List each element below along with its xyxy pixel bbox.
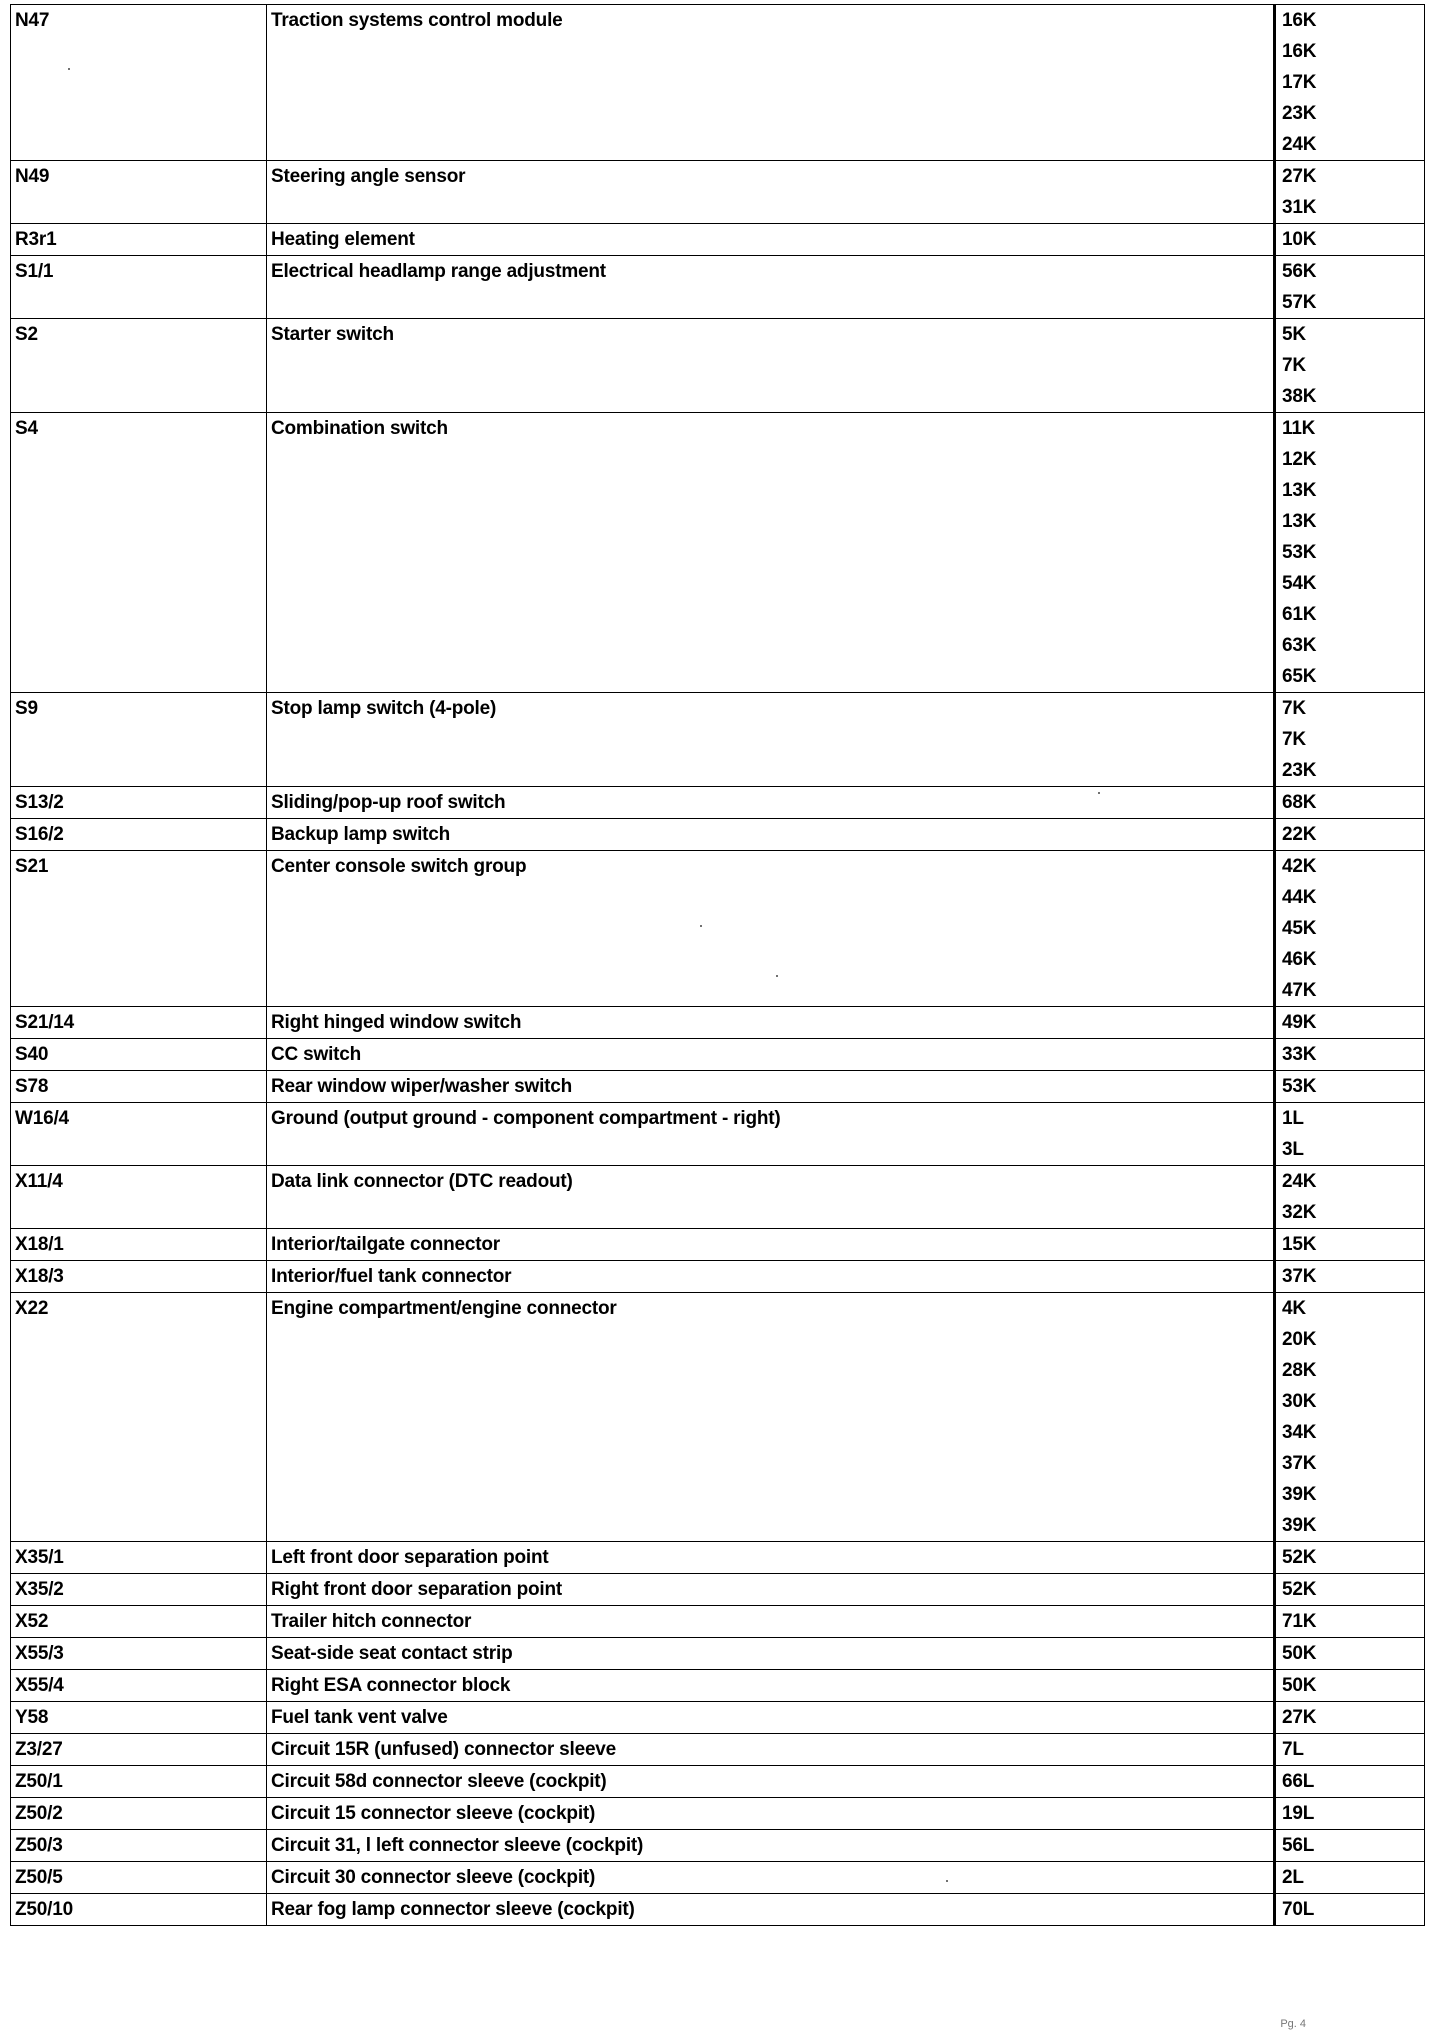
grid-location: 23K [1282,760,1317,781]
component-description: Rear fog lamp connector sleeve (cockpit) [267,1894,1275,1926]
component-description: Rear window wiper/washer switch [267,1071,1275,1103]
grid-location: 5K [1282,324,1306,345]
grid-location-cell [1275,1007,1425,1039]
grid-location: 31K [1282,197,1317,218]
scan-speck [700,925,702,927]
grid-location: 42K [1282,856,1317,877]
grid-location-cell [1275,1766,1425,1798]
grid-location: 57K [1282,292,1317,313]
grid-location: 50K [1282,1675,1317,1696]
grid-location: 52K [1282,1579,1317,1600]
grid-location-cell [1275,413,1425,693]
component-code: X18/3 [11,1261,267,1293]
grid-location: 12K [1282,449,1317,470]
component-description: Backup lamp switch [267,819,1275,851]
grid-location-cell [1275,1798,1425,1830]
table-row [11,1798,1425,1830]
component-description: Interior/tailgate connector [267,1229,1275,1261]
component-code: S9 [11,693,267,787]
grid-location: 37K [1282,1453,1317,1474]
table-row [11,224,1425,256]
grid-location: 13K [1282,511,1317,532]
component-code: W16/4 [11,1103,267,1166]
grid-location: 63K [1282,635,1317,656]
component-code: X55/3 [11,1638,267,1670]
component-description: Circuit 15 connector sleeve (cockpit) [267,1798,1275,1830]
component-description: Sliding/pop-up roof switch [267,787,1275,819]
component-code: S1/1 [11,256,267,319]
grid-location: 19L [1282,1803,1315,1824]
component-code: N49 [11,161,267,224]
grid-location: 24K [1282,1171,1317,1192]
grid-location: 66L [1282,1771,1315,1792]
grid-location: 16K [1282,10,1317,31]
grid-location: 28K [1282,1360,1317,1381]
table-row [11,819,1425,851]
grid-location-cell [1275,319,1425,413]
grid-location: 46K [1282,949,1317,970]
table-row [11,1670,1425,1702]
grid-location: 7K [1282,355,1306,376]
table-row [11,1261,1425,1293]
grid-location: 54K [1282,573,1317,594]
grid-location: 44K [1282,887,1317,908]
table-row [11,1766,1425,1798]
grid-location-cell [1275,1293,1425,1542]
grid-location-cell [1275,1574,1425,1606]
grid-location-cell [1275,1606,1425,1638]
grid-location: 53K [1282,1076,1317,1097]
table-row [11,1734,1425,1766]
table-row [11,1606,1425,1638]
component-code: Z50/1 [11,1766,267,1798]
component-description: Ground (output ground - component compartment - right) [267,1103,1275,1166]
grid-location: 49K [1282,1012,1317,1033]
grid-location-cell [1275,787,1425,819]
grid-location: 15K [1282,1234,1317,1255]
component-description: Left front door separation point [267,1542,1275,1574]
component-code: X35/1 [11,1542,267,1574]
component-code: X52 [11,1606,267,1638]
grid-location-cell [1275,1542,1425,1574]
component-code: S4 [11,413,267,693]
table-row [11,787,1425,819]
grid-location-cell [1275,1734,1425,1766]
component-description: Stop lamp switch (4-pole) [267,693,1275,787]
component-code: S21 [11,851,267,1007]
table-row [11,1702,1425,1734]
table-row [11,1574,1425,1606]
component-code: Z3/27 [11,1734,267,1766]
component-description: Interior/fuel tank connector [267,1261,1275,1293]
grid-location: 71K [1282,1611,1317,1632]
component-description: Engine compartment/engine connector [267,1293,1275,1542]
grid-location: 3L [1282,1139,1304,1160]
component-description: Combination switch [267,413,1275,693]
table-body [11,5,1425,1926]
grid-location-cell [1275,1103,1425,1166]
component-code: R3r1 [11,224,267,256]
table-row [11,1103,1425,1166]
grid-location: 47K [1282,980,1317,1001]
component-code: S13/2 [11,787,267,819]
component-code: S40 [11,1039,267,1071]
component-code: Z50/3 [11,1830,267,1862]
grid-location: 56L [1282,1835,1315,1856]
component-description: Fuel tank vent valve [267,1702,1275,1734]
grid-location-cell [1275,1670,1425,1702]
grid-location-cell [1275,256,1425,319]
table-row [11,1862,1425,1894]
component-description: Right ESA connector block [267,1670,1275,1702]
component-description: Circuit 30 connector sleeve (cockpit) [267,1862,1275,1894]
grid-location: 10K [1282,229,1317,250]
grid-location: 65K [1282,666,1317,687]
component-description: Heating element [267,224,1275,256]
grid-location: 4K [1282,1298,1306,1319]
component-description: Trailer hitch connector [267,1606,1275,1638]
grid-location: 23K [1282,103,1317,124]
table-row [11,5,1425,161]
grid-location: 38K [1282,386,1317,407]
component-description: Circuit 31, l left connector sleeve (cockpit) [267,1830,1275,1862]
grid-location-cell [1275,1229,1425,1261]
grid-location-cell [1275,224,1425,256]
grid-location: 32K [1282,1202,1317,1223]
table-row [11,413,1425,693]
grid-location: 37K [1282,1266,1317,1287]
table-row [11,161,1425,224]
component-code: X18/1 [11,1229,267,1261]
scan-speck [68,68,70,70]
scan-speck [946,1880,948,1882]
component-code: S21/14 [11,1007,267,1039]
grid-location: 7L [1282,1739,1304,1760]
table-row [11,693,1425,787]
grid-location: 39K [1282,1484,1317,1505]
grid-location: 34K [1282,1422,1317,1443]
grid-location-cell [1275,1261,1425,1293]
grid-location: 24K [1282,134,1317,155]
grid-location: 61K [1282,604,1317,625]
component-description: Steering angle sensor [267,161,1275,224]
component-location-sheet [10,4,1424,1926]
grid-location-cell [1275,5,1425,161]
grid-location-cell [1275,1166,1425,1229]
table-row [11,1071,1425,1103]
grid-location: 7K [1282,698,1306,719]
component-code: Z50/2 [11,1798,267,1830]
component-code: N47 [11,5,267,161]
component-code: S78 [11,1071,267,1103]
component-description: Traction systems control module [267,5,1275,161]
grid-location: 16K [1282,41,1317,62]
table-row [11,256,1425,319]
grid-location: 50K [1282,1643,1317,1664]
grid-location-cell [1275,1702,1425,1734]
table-row [11,1542,1425,1574]
component-description: Seat-side seat contact strip [267,1638,1275,1670]
component-description: Starter switch [267,319,1275,413]
grid-location-cell [1275,819,1425,851]
grid-location: 20K [1282,1329,1317,1350]
grid-location-cell [1275,851,1425,1007]
component-code: Y58 [11,1702,267,1734]
table-row [11,319,1425,413]
table-row [11,1830,1425,1862]
table-row [11,1293,1425,1542]
grid-location-cell [1275,1830,1425,1862]
page-footer-mark: Pg. 4 [1280,2018,1306,2030]
grid-location: 27K [1282,1707,1317,1728]
grid-location: 52K [1282,1547,1317,1568]
grid-location: 33K [1282,1044,1317,1065]
component-location-table [10,4,1425,1926]
table-row [11,1229,1425,1261]
component-code: S16/2 [11,819,267,851]
component-code: X11/4 [11,1166,267,1229]
component-code: Z50/10 [11,1894,267,1926]
grid-location: 22K [1282,824,1317,845]
grid-location: 70L [1282,1899,1315,1920]
grid-location: 30K [1282,1391,1317,1412]
grid-location: 56K [1282,261,1317,282]
grid-location: 13K [1282,480,1317,501]
grid-location: 39K [1282,1515,1317,1536]
table-row [11,851,1425,1007]
component-description: Circuit 15R (unfused) connector sleeve [267,1734,1275,1766]
grid-location: 53K [1282,542,1317,563]
grid-location-cell [1275,161,1425,224]
component-description: Right hinged window switch [267,1007,1275,1039]
grid-location-cell [1275,1039,1425,1071]
component-code: S2 [11,319,267,413]
component-description: Center console switch group [267,851,1275,1007]
component-description: Right front door separation point [267,1574,1275,1606]
table-row [11,1894,1425,1926]
table-row [11,1166,1425,1229]
component-description: Circuit 58d connector sleeve (cockpit) [267,1766,1275,1798]
component-description: CC switch [267,1039,1275,1071]
grid-location-cell [1275,1894,1425,1926]
component-code: Z50/5 [11,1862,267,1894]
grid-location-cell [1275,693,1425,787]
grid-location-cell [1275,1071,1425,1103]
component-code: X55/4 [11,1670,267,1702]
grid-location: 2L [1282,1867,1304,1888]
grid-location: 17K [1282,72,1317,93]
component-description: Electrical headlamp range adjustment [267,256,1275,319]
component-code: X35/2 [11,1574,267,1606]
table-row [11,1638,1425,1670]
grid-location: 68K [1282,792,1317,813]
grid-location-cell [1275,1638,1425,1670]
grid-location: 7K [1282,729,1306,750]
scan-speck [1098,792,1100,794]
table-row [11,1007,1425,1039]
component-code: X22 [11,1293,267,1542]
component-description: Data link connector (DTC readout) [267,1166,1275,1229]
grid-location: 45K [1282,918,1317,939]
grid-location: 27K [1282,166,1317,187]
grid-location-cell [1275,1862,1425,1894]
grid-location: 1L [1282,1108,1304,1129]
scan-speck [776,975,778,977]
grid-location: 11K [1282,418,1316,439]
table-row [11,1039,1425,1071]
